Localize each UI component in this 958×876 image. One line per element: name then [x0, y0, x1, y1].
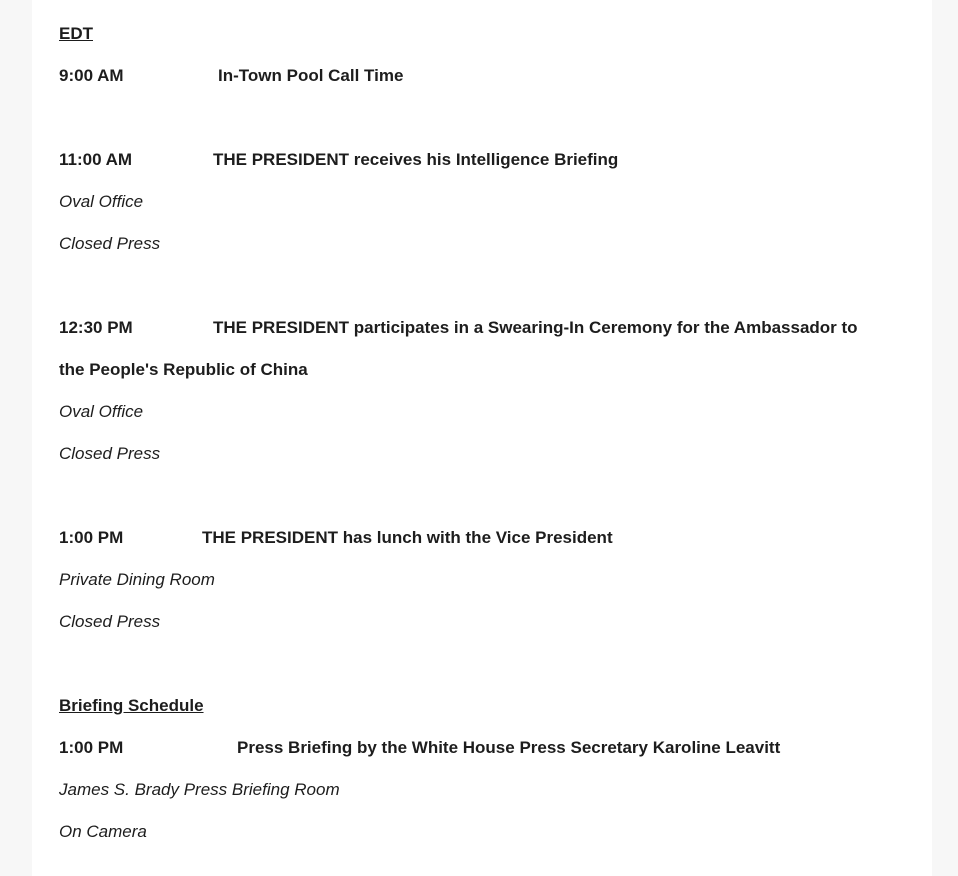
briefing-entry [59, 738, 899, 758]
entry-title: In-Town Pool Call Time [218, 66, 404, 85]
entry-coverage: Closed Press [59, 444, 161, 463]
entry-time: 1:00 PM [59, 528, 124, 547]
entry-title: Press Briefing by the White House Press Secretary Karoline Leavitt [237, 738, 781, 757]
entry-location: Oval Office [59, 192, 144, 211]
entry-coverage: Closed Press [59, 612, 161, 631]
entry-title-line2: the People's Republic of China [59, 360, 308, 379]
entry-title: THE PRESIDENT has lunch with the Vice President [202, 528, 613, 547]
schedule-entry-0900 [59, 66, 899, 86]
schedule-page [32, 0, 932, 876]
entry-title-line1: THE PRESIDENT participates in a Swearing-In Ceremony for the Ambassador to [213, 318, 858, 337]
entry-location: Private Dining Room [59, 570, 215, 589]
entry-time: 11:00 AM [59, 150, 133, 169]
schedule-entry-1300 [59, 528, 899, 548]
schedule-entry-1100 [59, 150, 899, 170]
entry-time: 12:30 PM [59, 318, 133, 337]
entry-time: 9:00 AM [59, 66, 124, 85]
entry-title: THE PRESIDENT receives his Intelligence Briefing [213, 150, 619, 169]
briefing-schedule-heading: Briefing Schedule [59, 696, 204, 715]
entry-location: James S. Brady Press Briefing Room [59, 780, 340, 799]
timezone-heading: EDT [59, 24, 93, 43]
entry-time: 1:00 PM [59, 738, 124, 757]
entry-location: Oval Office [59, 402, 144, 421]
entry-coverage: Closed Press [59, 234, 161, 253]
schedule-entry-1230 [59, 318, 899, 338]
entry-coverage: On Camera [59, 822, 147, 841]
